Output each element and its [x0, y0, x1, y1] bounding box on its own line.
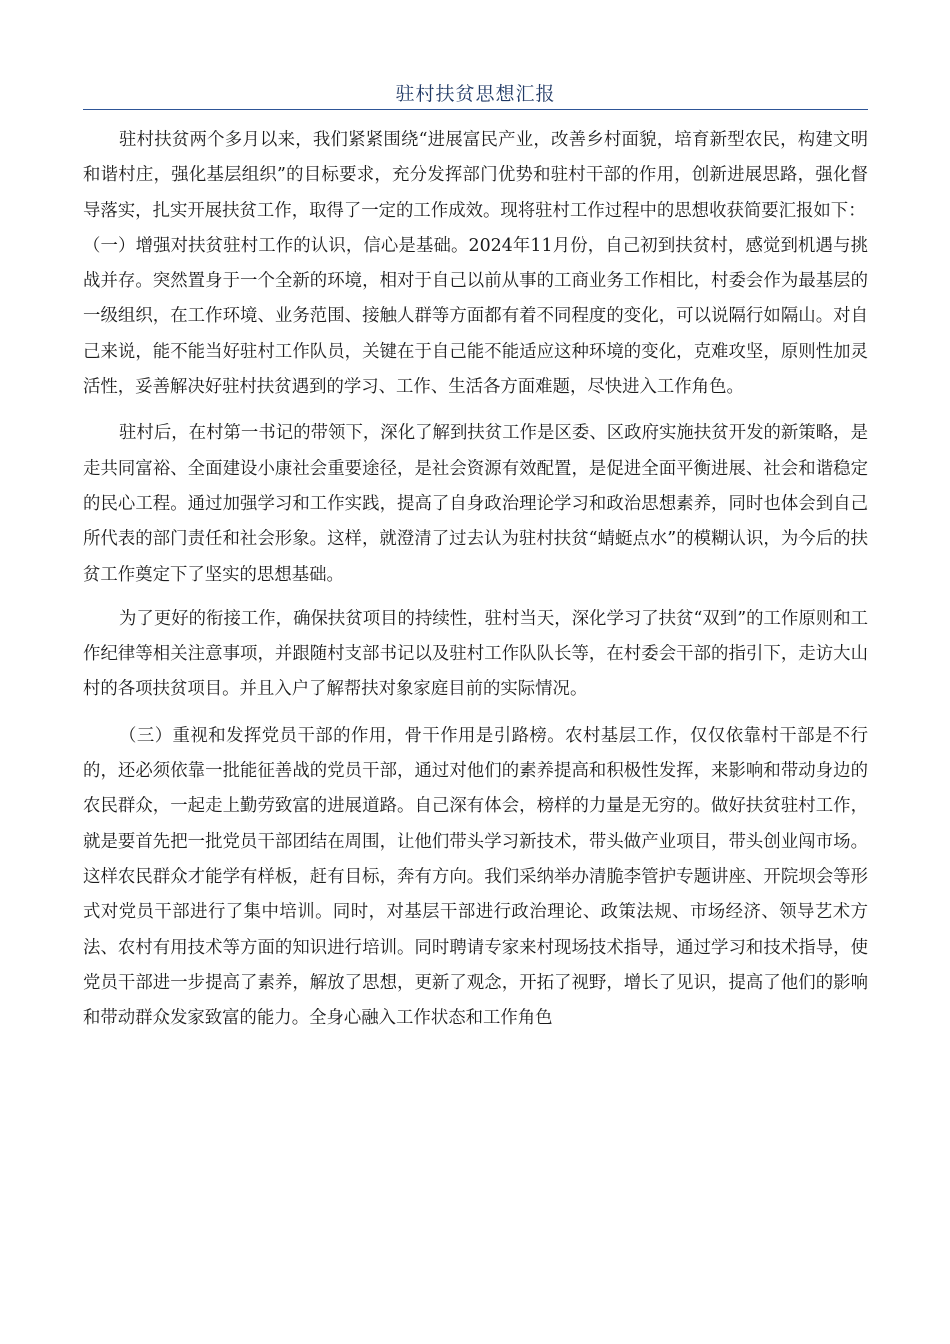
- paragraph-after-arrival: 驻村后，在村第一书记的带领下，深化了解到扶贫工作是区委、区政府实施扶贫开发的新策略，是走共同富裕、全面建设小康社会重要途径，是社会资源有效配置，是促进全面平衡进展、社会和谐稳定的民心工程。通过加强学习和工作实践，提高了自身政治理论学习和政治思想素养，同时也体会到自己所代表的部门责任和社会形象。这样，就澄清了过去认为驻村扶贫“蜻蜓点水”的模糊认识，为今后的扶贫工作奠定下了坚实的思想基础。: [83, 423, 868, 585]
- paragraph-section-one: （一）增强对扶贫驻村工作的认识，信心是基础。2024年11月份，自己初到扶贫村，感觉到机遇与挑战并存。突然置身于一个全新的环境，相对于自己以前从事的工商业务工作相比，村委会作为最基层的一级组织，在工作环境、业务范围、接触人群等方面都有着不同程度的变化，可以说隔行如隔山。对自己来说，能不能当好驻村工作队员，关键在于自己能不能适应这种环境的变化，克难攻坚，原则性加灵活性，妥善解决好驻村扶贫遇到的学习、工作、生活各方面难题，尽快进入工作角色。: [83, 235, 868, 398]
- paragraph-intro: 驻村扶贫两个多月以来，我们紧紧围绕“进展富民产业，改善乡村面貌，培育新型农民，构建文明和谐村庄，强化基层组织”的目标要求，充分发挥部门优势和驻村干部的作用，创新进展思路，强化督导落实，扎实开展扶贫工作，取得了一定的工作成效。现将驻村工作过程中的思想收获简要汇报如下：: [83, 130, 868, 221]
- document-body: [83, 120, 868, 1036]
- paragraph-handover: 为了更好的衔接工作，确保扶贫项目的持续性，驻村当天，深化学习了扶贫“双到”的工作原则和工作纪律等相关注意事项，并跟随村支部书记以及驻村工作队队长等，在村委会干部的指引下，走访大山村的各项扶贫项目。并且入户了解帮扶对象家庭目前的实际情况。: [83, 608, 868, 700]
- title-underline: [83, 109, 868, 110]
- document-title: 驻村扶贫思想汇报: [395, 83, 556, 105]
- paragraph-section-three: （三）重视和发挥党员干部的作用，骨干作用是引路榜。农村基层工作，仅仅依靠村干部是不行的，还必须依靠一批能征善战的党员干部，通过对他们的素养提高和积极性发挥，来影响和带动身边的农民群众，一起走上勤劳致富的进展道路。自己深有体会，榜样的力量是无穷的。做好扶贫驻村工作，就是要首先把一批党员干部团结在周围，让他们带头学习新技术，带头做产业项目，带头创业闯市场。这样农民群众才能学有样板，赶有目标，奔有方向。我们采纳举办清脆李管护专题讲座、开院坝会等形式对党员干部进行了集中培训。同时，对基层干部进行政治理论、政策法规、市场经济、领导艺术方法、农村有用技术等方面的知识进行培训。同时聘请专家来村现场技术指导，通过学习和技术指导，使党员干部进一步提高了素养，解放了思想，更新了观念，开拓了视野，增长了见识，提高了他们的影响和带动群众发家致富的能力。全身心融入工作状态和工作角色: [83, 725, 868, 1029]
